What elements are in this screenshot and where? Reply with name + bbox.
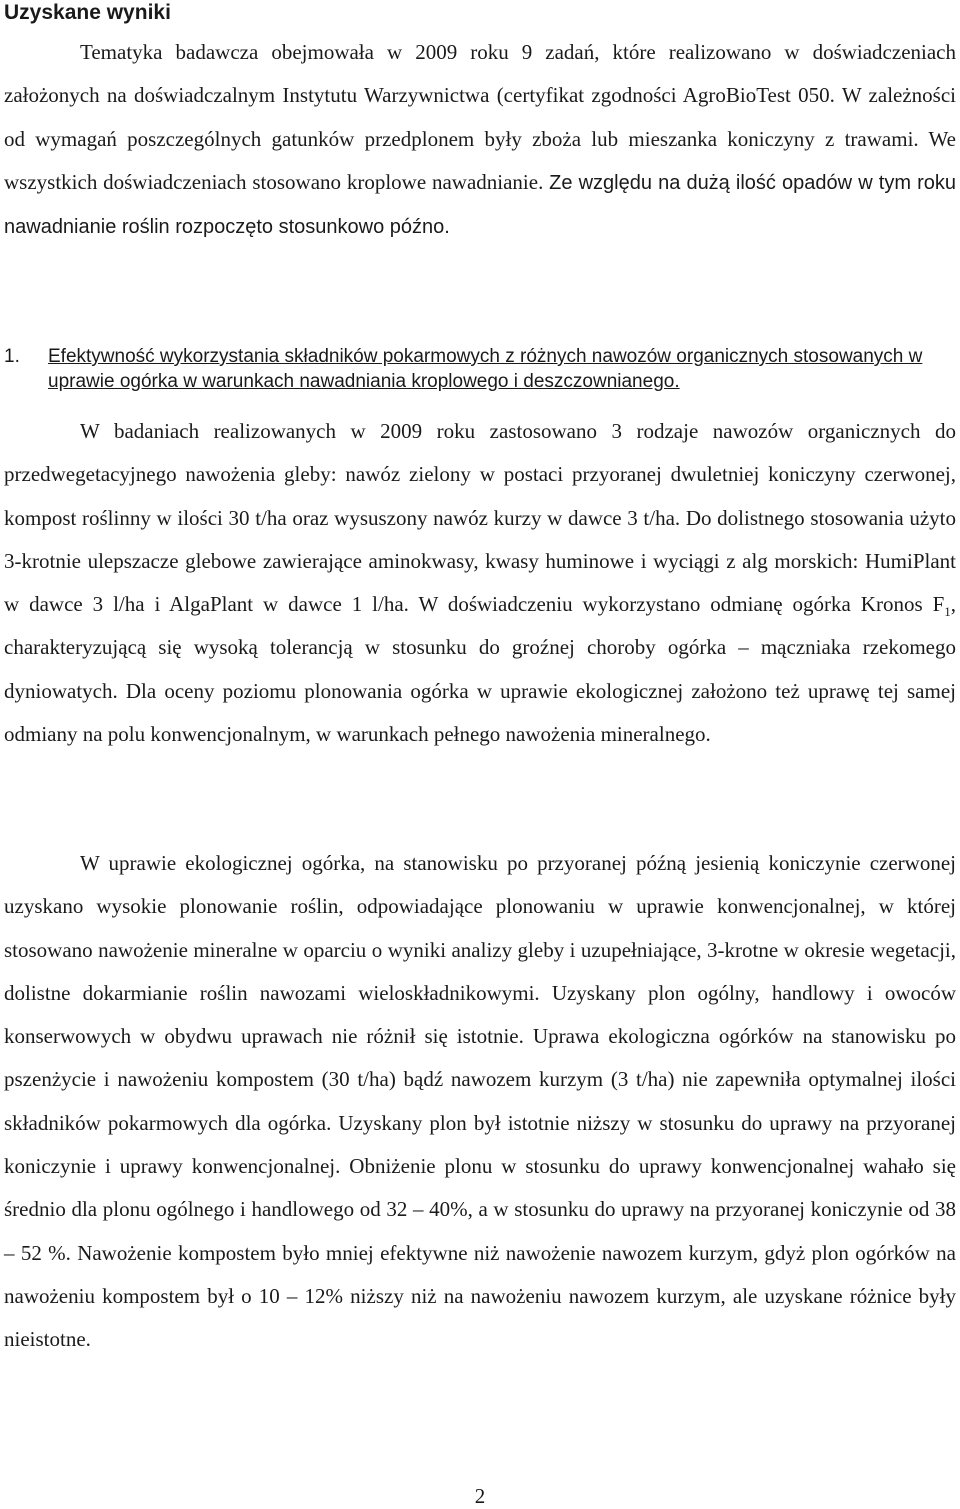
paragraph-intro: [4, 31, 956, 249]
paragraph-intro-part-a: Tematyka badawcza obejmowała w 2009 roku 9 zadań, które realizowano w doświadczeniach założonych na doświadczalnym Instytutu Warzywnictwa (certyfikat zgodności AgroBioTest 050. W zależności od wymagań poszczególnych gatunków przedplonem były zboża lub mieszanka koniczyny z trawami. We wszystkich doświadczeniach stosowano kroplowe nawadnianie.: [4, 40, 956, 194]
page-number: 2: [474, 1484, 486, 1508]
subsection-title: Efektywność wykorzystania składników pokarmowych z różnych nawozów organicznych stosowanych w uprawie ogórka w warunkach nawadniania kroplowego i deszczownianego.: [48, 346, 923, 392]
paragraph-methods: [4, 410, 956, 756]
paragraph-intro-part-b: Ze względu na dużą ilość opadów w tym roku nawadnianie roślin rozpoczęto stosunkowo późno.: [4, 171, 957, 239]
paragraph-methods-part-a: W badaniach realizowanych w 2009 roku zastosowano 3 rodzaje nawozów organicznych do przedwegetacyjnego nawożenia gleby: nawóz zielony w postaci przyoranej dwuletniej koniczyny czerwonej, kompost roślinny w ilości 30 t/ha oraz wysuszony nawóz kurzy w dawce 3 t/ha. Do dolistnego stosowania użyto 3-krotnie ulepszacze glebowe zawierające aminokwasy, kwasy huminowe i wyciągi z alg morskich: HumiPlant w dawce 3 l/ha i AlgaPlant w dawce 1 l/ha. W doświadczeniu wykorzystano odmianę ogórka Kronos F: [4, 419, 956, 617]
section-heading: Uzyskane wyniki: [4, 1, 171, 24]
variety-subscript: 1: [944, 604, 951, 620]
paragraph-results: W uprawie ekologicznej ogórka, na stanowisku po przyoranej późną jesienią koniczynie czerwonej uzyskano wysokie plonowanie roślin, odpowiadające plonowaniu w uprawie konwencjonalnej, w której stosowano nawożenie mineralne w oparciu o wyniki analizy gleby i uzupełniające, 3-krotne w okresie wegetacji, dolistne dokarmianie roślin nawozami wieloskładnikowymi. Uzyskany plon ogólny, handlowy i owoców konserwowych w obydwu uprawach nie różnił się istotnie. Uprawa ekologiczna ogórków na stanowisku po pszenżycie i nawożeniu kompostem (30 t/ha) bądź nawozem kurzym (3 t/ha) nie zapewniła optymalnej ilości składników pokarmowych dla ogórka. Uzyskany plon był istotnie niższy w stosunku do uprawy na przyoranej koniczynie i uprawy konwencjonalnej. Obniżenie plonu w stosunku do uprawy konwencjonalnej wahało się średnio dla plonu ogólnego i handlowego od 32 – 40%, a w stosunku do uprawy na przyoranej koniczynie od 38 – 52 %. Nawożenie kompostem było mniej efektywne niż nawożenie nawozem kurzym, gdyż plon ogórków na nawożeniu kompostem był o 10 – 12% niższy niż na nawożeniu nawozem kurzym, ale uzyskane różnice były nieistotne.: [4, 851, 956, 1352]
paragraph-methods-part-b: , charakteryzującą się wysoką tolerancją w stosunku do groźnej choroby ogórka – mączniaka rzekomego dyniowatych. Dla oceny poziomu plonowania ogórka w uprawie ekologicznej założono też uprawę tej samej odmiany na polu konwencjonalnym, w warunkach pełnego nawożenia mineralnego.: [4, 592, 956, 747]
subsection-number: 1.: [4, 346, 20, 367]
